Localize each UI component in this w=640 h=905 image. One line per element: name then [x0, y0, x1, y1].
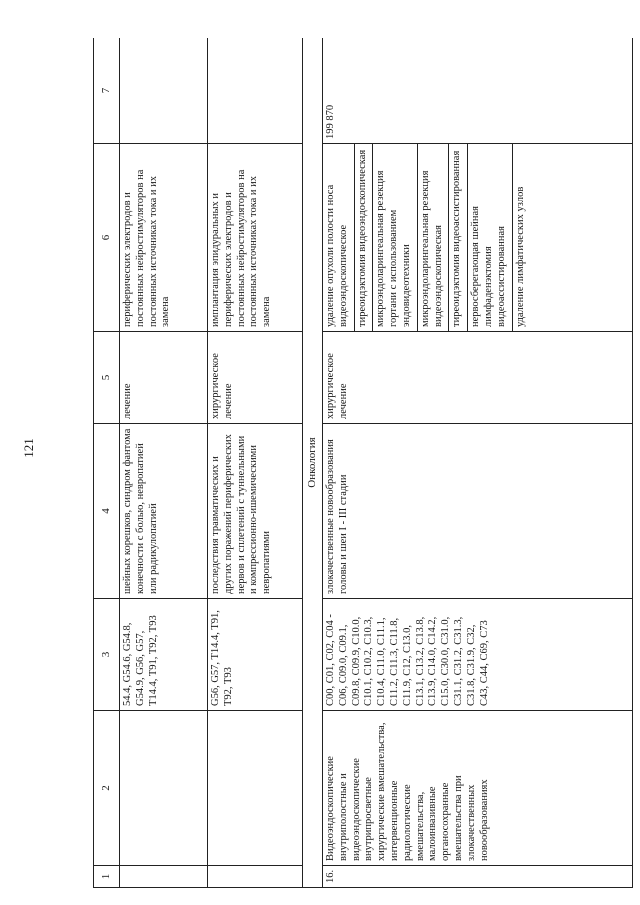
rotated-table-area	[93, 38, 633, 888]
row-cost	[120, 38, 208, 144]
procedure-table	[93, 38, 633, 888]
row-cost: 199 870	[323, 38, 633, 144]
method-item: микроэндоларингеальная резекция видеоэндоскопическая	[418, 144, 450, 331]
row-number: 16.	[323, 866, 633, 888]
method-item: удаление опухоли полости носа видеоэндоскопическое	[323, 144, 355, 331]
procedure-table-wrapper	[93, 38, 633, 888]
method-item: микроэндоларингеальная резекция гортани с использованием эндовидеотехники	[373, 144, 417, 331]
row-method: имплантация эпидуральных и периферических электродов и постоянных нейростимуляторов на постоянных источниках тока и их замена	[208, 144, 303, 332]
method-item: тиреоидэктомия видеоассистированная	[449, 144, 468, 331]
header-col-5: 5	[94, 332, 120, 424]
row-cost	[208, 38, 303, 144]
row-model: шейных корешков, синдром фантома конечности с болью, невропатией или радикулопатией	[120, 424, 208, 599]
table-row	[208, 38, 303, 888]
row-methods	[323, 144, 633, 332]
row-model: последствия травматических и других поражений периферических нервов и сплетений с туннельными и компрессионно-ишемическими невропатиями	[208, 424, 303, 599]
header-col-6: 6	[94, 144, 120, 332]
row-model: злокачественные новообразования головы и шеи I - III стадии	[323, 424, 633, 599]
row-method: периферических электродов и постоянных нейростимуляторов на постоянных источниках тока и их замена	[120, 144, 208, 332]
header-col-1: 1	[94, 866, 120, 888]
method-item: тиреоидэктомия видеоэндоскопическая	[355, 144, 374, 331]
row-codes: G56, G57, T14.4, T91, T92, T93	[208, 599, 303, 711]
row-codes: C00, C01, C02, C04 - C06, C09.0, C09.1, C09.8, C09.9, C10.0, C10.1, C10.2, C10.3, C10.4, C11.0, C11.1, C11.2, C11.3, C11.8, C11.9, C12, C13.0, C13.1, C13.2, C13.8, C13.9, C14.0, C14.2, C15.0, C30.0, C31.0, C31.1, C31.2, C31.3, C31.8, C31.9, C32, C43, C44, C69, C73	[323, 599, 633, 711]
method-item: удаление лимфатических узлов	[514, 186, 526, 327]
row-number	[208, 866, 303, 888]
table-row	[120, 38, 208, 888]
header-col-4: 4	[94, 424, 120, 599]
row-name	[120, 711, 208, 866]
row-treatment: хирургическое лечение	[208, 332, 303, 424]
method-item: нервосберегающая шейная лимфаденэктомия видеоассистированная	[468, 144, 512, 331]
section-row	[303, 38, 323, 888]
row-name	[208, 711, 303, 866]
row-number	[120, 866, 208, 888]
table-row	[323, 38, 633, 888]
row-codes: 54.4, G54.6, G54.8, G54.9, G56, G57, T14.4, T91, T92, T93	[120, 599, 208, 711]
header-col-2: 2	[94, 711, 120, 866]
page-number: 121	[21, 438, 36, 458]
row-treatment: хирургическое лечение	[323, 332, 633, 424]
header-row	[94, 38, 120, 888]
header-col-7: 7	[94, 38, 120, 144]
section-title: Онкология	[303, 38, 323, 888]
header-col-3: 3	[94, 599, 120, 711]
row-treatment: лечение	[120, 332, 208, 424]
row-name: Видеоэндоскопические внутриполостные и видеоэндоскопические внутрипросветные хирургические вмешательства, интервенционные радиологические вмешательства, малоинвазивные органосохранные вмешательства при злокачественных новообразованиях	[323, 711, 633, 866]
